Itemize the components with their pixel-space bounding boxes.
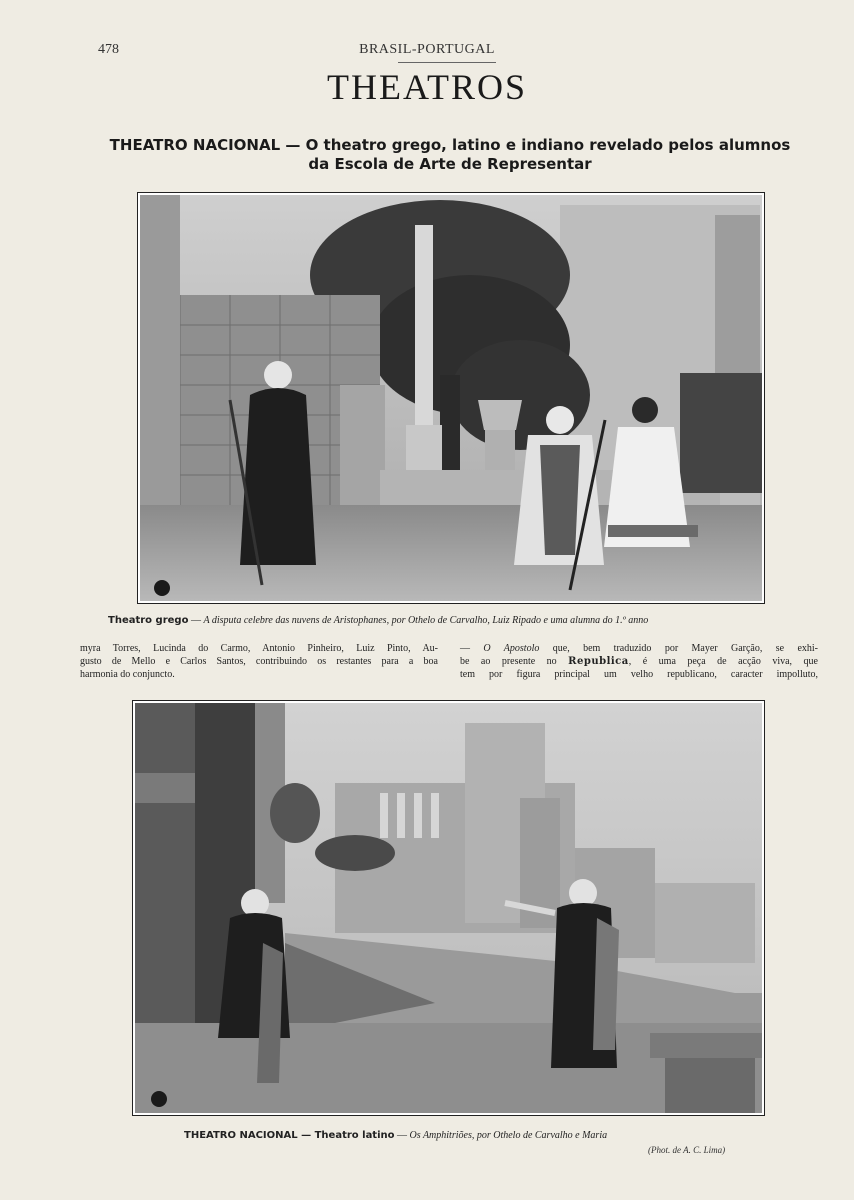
play-title: O Apostolo — [483, 643, 540, 654]
caption-latin-theatre — [184, 1130, 607, 1141]
body-line — [460, 655, 818, 668]
caption-description: Os Amphitriões, por Othelo de Carvalho e Maria — [409, 1130, 608, 1141]
caption-description: A disputa celebre das nuvens de Aristophanes, por Othelo de Carvalho, Luiz Ripado e uma alumna do 1.º anno — [203, 615, 649, 626]
header-rule — [398, 62, 496, 63]
text-run: — — [460, 643, 484, 654]
page-number: 478 — [98, 42, 119, 57]
body-column-right — [460, 642, 818, 681]
photo-latin-theatre — [132, 700, 765, 1116]
photo-greek-theatre — [137, 192, 765, 604]
body-line: gusto de Mello e Carlos Santos, contribuindo os restantes para a boa — [80, 656, 438, 667]
body-line — [460, 642, 818, 655]
text-run: be ao presente no — [460, 656, 569, 667]
greek-theatre-scene-image — [140, 195, 762, 601]
caption-separator: — — [394, 1130, 410, 1141]
body-line: tem por figura principal um velho republicano, caracter impolluto, — [460, 669, 818, 680]
caption-lead: THEATRO NACIONAL — Theatro latino — [184, 1130, 395, 1141]
running-head: BRASIL-PORTUGAL — [359, 42, 495, 57]
theatre-name: Republica — [568, 656, 629, 667]
body-line: harmonia do conjuncto. — [80, 669, 175, 680]
caption-greek-theatre — [108, 615, 648, 626]
text-run: , é uma peça de acção viva, que — [628, 656, 818, 667]
body-column-left — [80, 642, 438, 681]
article-headline — [80, 136, 820, 174]
headline-line-1: THEATRO NACIONAL — O theatro grego, latino e indiano revelado pelos alumnos — [109, 136, 791, 154]
body-line: myra Torres, Lucinda do Carmo, Antonio Pinheiro, Luiz Pinto, Au- — [80, 643, 438, 654]
caption-lead: Theatro grego — [108, 615, 189, 626]
photo-credit: (Phot. de A. C. Lima) — [648, 1145, 726, 1155]
latin-theatre-scene-image — [135, 703, 762, 1113]
headline-line-2: da Escola de Arte de Representar — [308, 155, 592, 173]
caption-separator: — — [188, 615, 204, 626]
text-run: que, bem traduzido por Mayer Garção, se exhi- — [539, 643, 819, 654]
section-title: THEATROS — [326, 67, 527, 107]
